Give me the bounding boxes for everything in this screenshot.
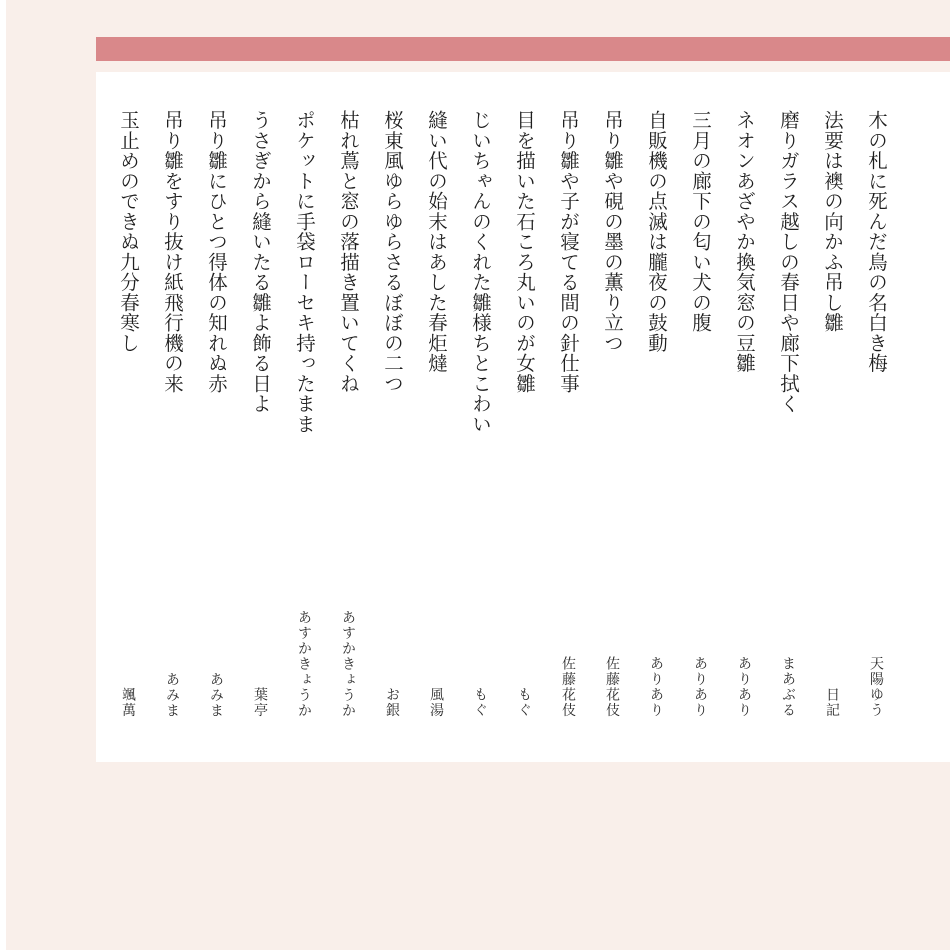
haiku-verse: 磨りガラス越しの春日や廊下拭く (777, 110, 800, 414)
haiku-verse: 吊り雛や子が寝てる間の針仕事 (557, 110, 580, 394)
haiku-column (636, 72, 676, 762)
haiku-verse: 目を描いた石ころ丸いのが女雛 (513, 110, 536, 394)
haiku-verse: 三月の廊下の匂い犬の腹 (689, 110, 712, 333)
haiku-verse: 縫い代の始末はあした春炬燵 (425, 110, 448, 374)
haiku-column (416, 72, 456, 762)
haiku-author: ありあり (648, 656, 664, 718)
haiku-verse: ネオンあざやか換気窓の豆雛 (733, 110, 756, 374)
haiku-author: ありあり (736, 656, 752, 718)
haiku-author: 風湯 (428, 687, 444, 718)
haiku-author: あみま (164, 671, 180, 718)
haiku-column (240, 72, 280, 762)
haiku-author: 日記 (824, 687, 840, 718)
haiku-column (372, 72, 412, 762)
haiku-verse: 法要は襖の向かふ吊し雛 (821, 110, 844, 333)
haiku-verse: ポケットに手袋ローセキ持ったまま (293, 110, 316, 434)
haiku-author: 佐藤花伎 (604, 656, 620, 718)
haiku-column (768, 72, 808, 762)
haiku-column (856, 72, 896, 762)
haiku-author: あすかきょうか (296, 609, 312, 718)
haiku-author: 佐藤花伎 (560, 656, 576, 718)
haiku-author: 天陽ゆう (868, 656, 884, 718)
haiku-author: もぐ (472, 687, 488, 718)
haiku-column (108, 72, 148, 762)
haiku-verse: 吊り雛や硯の墨の薫り立つ (601, 110, 624, 353)
haiku-column (460, 72, 500, 762)
haiku-author: もぐ (516, 687, 532, 718)
haiku-author: まあぶる (780, 656, 796, 718)
haiku-verse: 玉止めのできぬ九分春寒し (117, 110, 140, 353)
haiku-verse: 桜東風ゆらゆらさるぼぼの二つ (381, 110, 404, 394)
haiku-column (592, 72, 632, 762)
haiku-author: あみま (208, 671, 224, 718)
haiku-column (548, 72, 588, 762)
haiku-verse: 枯れ蔦と窓の落描き置いてくね (337, 110, 360, 394)
haiku-verse: 木の札に死んだ鳥の名白き梅 (865, 110, 888, 374)
haiku-column (680, 72, 720, 762)
haiku-verse: 吊り雛にひとつ得体の知れぬ赤 (205, 110, 228, 394)
haiku-author: あすかきょうか (340, 609, 356, 718)
haiku-verse: じいちゃんのくれた雛様ちとこわい (469, 110, 492, 434)
haiku-column (724, 72, 764, 762)
haiku-author: お銀 (384, 687, 400, 718)
haiku-verse: うさぎから縫いたる雛よ飾る日よ (249, 110, 272, 414)
haiku-verse: 吊り雛をすり抜け紙飛行機の来 (161, 110, 184, 394)
haiku-column (284, 72, 324, 762)
haiku-verse: 自販機の点滅は朧夜の鼓動 (645, 110, 668, 353)
haiku-column (504, 72, 544, 762)
haiku-author: 颯萬 (120, 687, 136, 718)
haiku-column (812, 72, 852, 762)
haiku-column (152, 72, 192, 762)
haiku-author: 葉亭 (252, 687, 268, 718)
haiku-sheet (96, 72, 950, 762)
left-edge-strip (0, 0, 6, 950)
haiku-author: ありあり (692, 656, 708, 718)
header-bar (96, 37, 950, 61)
haiku-column (196, 72, 236, 762)
haiku-column (328, 72, 368, 762)
